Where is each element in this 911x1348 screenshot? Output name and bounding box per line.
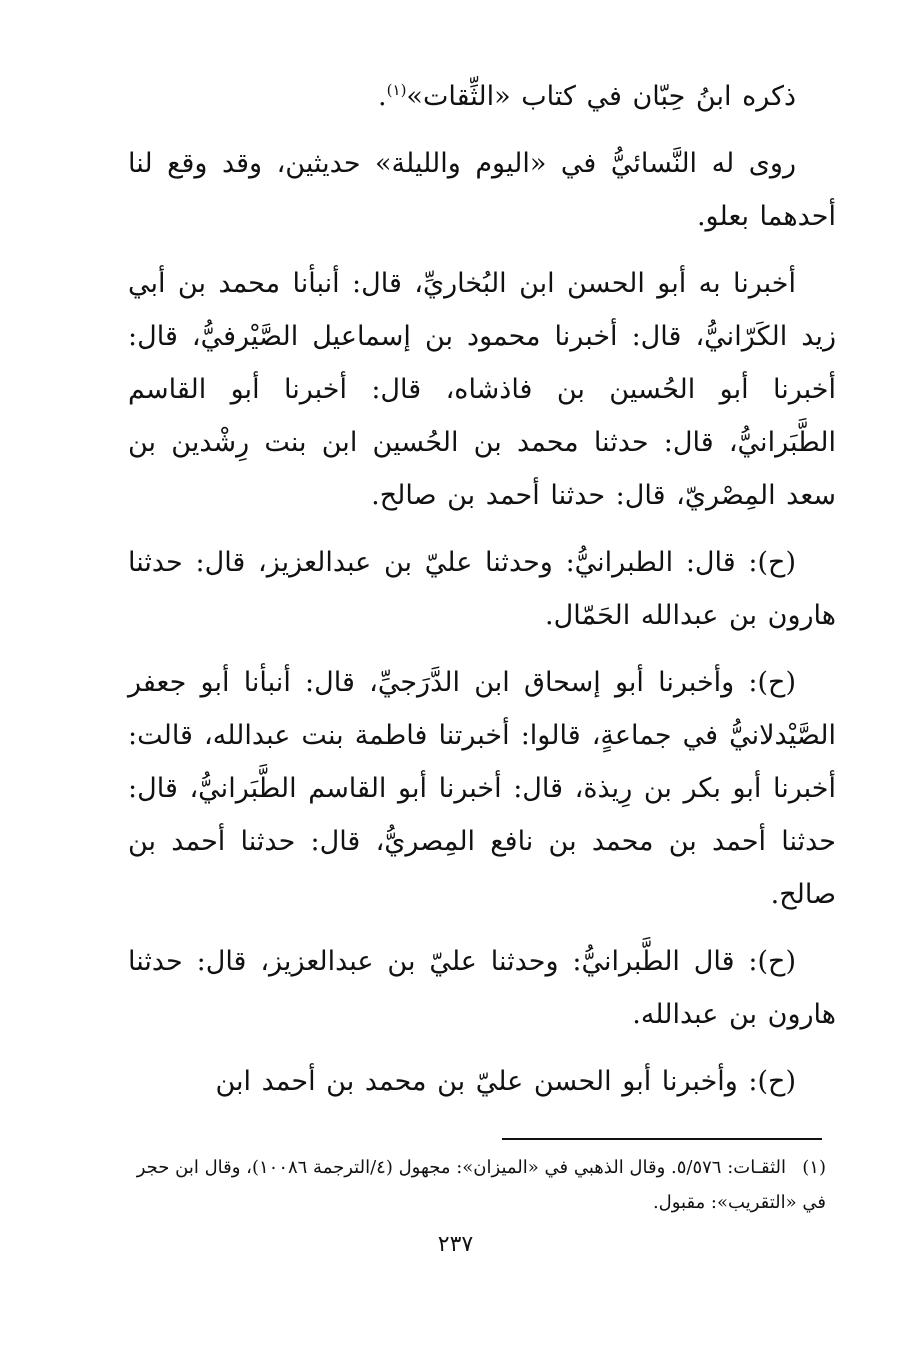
paragraph-1-text: ذكره ابنُ حِبّان في كتاب «الثِّقات» xyxy=(406,81,796,112)
footnotes xyxy=(128,1150,826,1220)
main-text xyxy=(128,70,836,1122)
footnote-divider xyxy=(502,1138,822,1140)
paragraph-1 xyxy=(128,70,836,123)
paragraph-3: أخبرنا به أبو الحسن ابن البُخاريِّ، قال: أنبأنا محمد بن أبي زيد الكَرّانيُّ، قال: أخبرنا محمود بن إسماعيل الصَّيْرفيُّ، قال: أخبرنا أبو الحُسين بن فاذشاه، قال: أخبرنا أبو القاسم الطَّبَرانيُّ، قال: حدثنا محمد بن الحُسين ابن بنت رِشْدين بن سعد المِصْريّ، قال: حدثنا أحمد بن صالح. xyxy=(128,268,836,511)
paragraph-7: (ح): وأخبرنا أبو الحسن عليّ بن محمد بن أحمد ابن xyxy=(215,1066,796,1097)
footnote-reference-1[interactable]: (١) xyxy=(386,81,407,99)
paragraph-1-end: . xyxy=(378,81,387,112)
paragraph-4: (ح): قال: الطبرانيُّ: وحدثنا عليّ بن عبدالعزيز، قال: حدثنا هارون بن عبدالله الحَمّال. xyxy=(128,547,836,631)
page-number: ٢٣٧ xyxy=(437,1232,474,1257)
paragraph-6: (ح): قال الطَّبرانيُّ: وحدثنا عليّ بن عبدالعزيز، قال: حدثنا هارون بن عبدالله. xyxy=(128,946,836,1030)
footnote-1-text: الثقـات: ٥/٥٧٦. وقال الذهبي في «الميزان»: مجهول (٤/الترجمة ١٠٠٨٦)، وقال ابن حجر في «التقريب»: مقبول. xyxy=(136,1157,826,1213)
footnote-1-number: (١) xyxy=(802,1157,826,1178)
paragraph-5: (ح): وأخبرنا أبو إسحاق ابن الدَّرَجيِّ، قال: أنبأنا أبو جعفر الصَّيْدلانيُّ في جماعةٍ، قالوا: أخبرتنا فاطمة بنت عبدالله، قالت: أخبرنا أبو بكر بن رِيذة، قال: أخبرنا أبو القاسم الطَّبَرانيُّ، قال: حدثنا أحمد بن محمد بن نافع المِصريُّ، قال: حدثنا أحمد بن صالح. xyxy=(128,667,836,910)
paragraph-2: روى له النَّسائيُّ في «اليوم والليلة» حديثين، وقد وقع لنا أحدهما بعلو. xyxy=(128,148,836,232)
